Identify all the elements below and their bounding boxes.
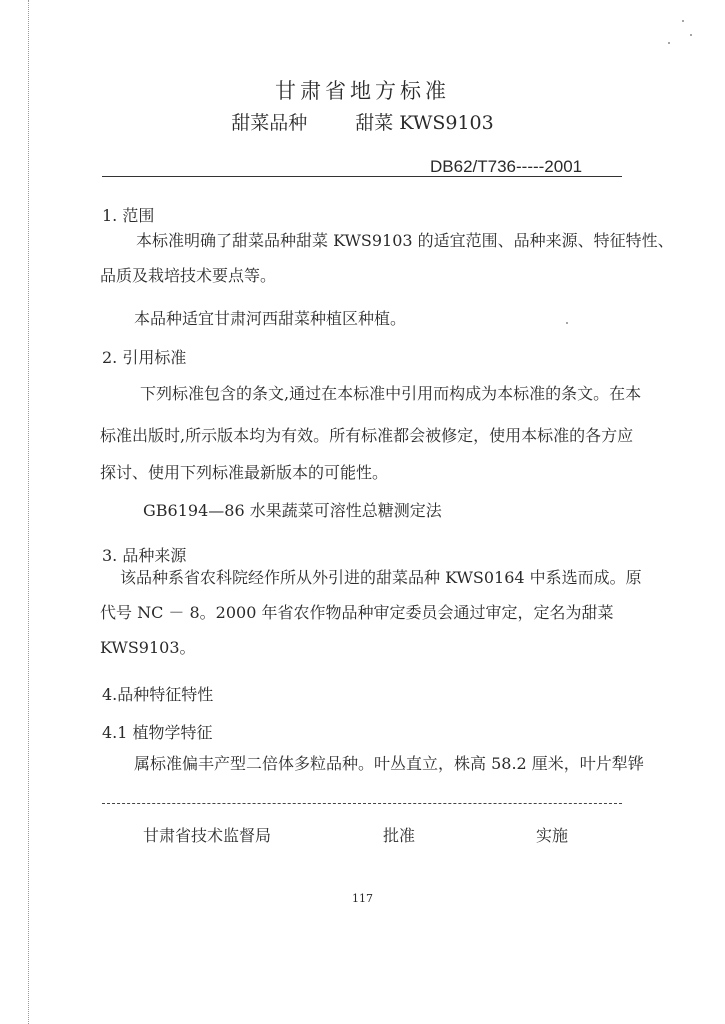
scan-edge-line xyxy=(28,0,29,1024)
paragraph-line: 标准出版时,所示版本均为有效。所有标准都会被修定，使用本标准的各方应 xyxy=(100,426,634,445)
paragraph-line: 本品种适宜甘肃河西甜菜种植区种植。 xyxy=(134,309,407,328)
standard-number: DB62/T736-----2001 xyxy=(430,157,583,176)
paragraph-line: 探讨、使用下列标准最新版本的可能性。 xyxy=(100,463,389,482)
scan-speck xyxy=(682,20,684,22)
implementation-label: 实施 xyxy=(536,826,569,845)
subtitle-name: 甜菜品种 xyxy=(231,112,308,134)
section-heading-characteristics: 4.品种特征特性 xyxy=(102,685,214,704)
section-heading-origin: 3. 品种来源 xyxy=(102,546,187,565)
page-number: 117 xyxy=(352,892,373,905)
section-heading-scope: 1. 范围 xyxy=(102,206,155,225)
section-heading-references: 2. 引用标准 xyxy=(102,348,187,367)
subsection-heading-botanical: 4.1 植物学特征 xyxy=(102,723,213,742)
subtitle-variety: 甜菜 KWS9103 xyxy=(355,112,494,134)
approval-label: 批准 xyxy=(383,826,416,845)
paragraph-line: 该品种系省农科院经作所从外引进的甜菜品种 KWS0164 中系选而成。原 xyxy=(120,568,642,587)
paragraph-line: 代号 NC － 8。2000 年省农作物品种审定委员会通过审定，定名为甜菜 xyxy=(100,603,614,622)
scan-speck xyxy=(566,322,568,324)
paragraph-line: 下列标准包含的条文,通过在本标准中引用而构成为本标准的条文。在本 xyxy=(140,384,642,403)
document-subtitle xyxy=(0,108,725,135)
footer-rule xyxy=(102,803,622,804)
header-rule xyxy=(102,176,622,177)
paragraph-line: KWS9103。 xyxy=(100,638,196,657)
paragraph-line: 属标准偏丰产型二倍体多粒品种。叶丛直立，株高 58.2 厘米，叶片犁铧 xyxy=(134,754,644,773)
paragraph-line: 本标准明确了甜菜品种甜菜 KWS9103 的适宜范围、品种来源、特征特性、 xyxy=(136,231,674,250)
scan-speck xyxy=(690,34,692,36)
referenced-standard: GB6194—86 水果蔬菜可溶性总糖测定法 xyxy=(143,501,442,520)
paragraph-line: 品质及栽培技术要点等。 xyxy=(100,266,277,285)
issuing-authority: 甘肃省技术监督局 xyxy=(143,826,272,845)
document-title: 甘肃省地方标准 xyxy=(275,79,450,103)
scan-speck xyxy=(668,42,670,44)
